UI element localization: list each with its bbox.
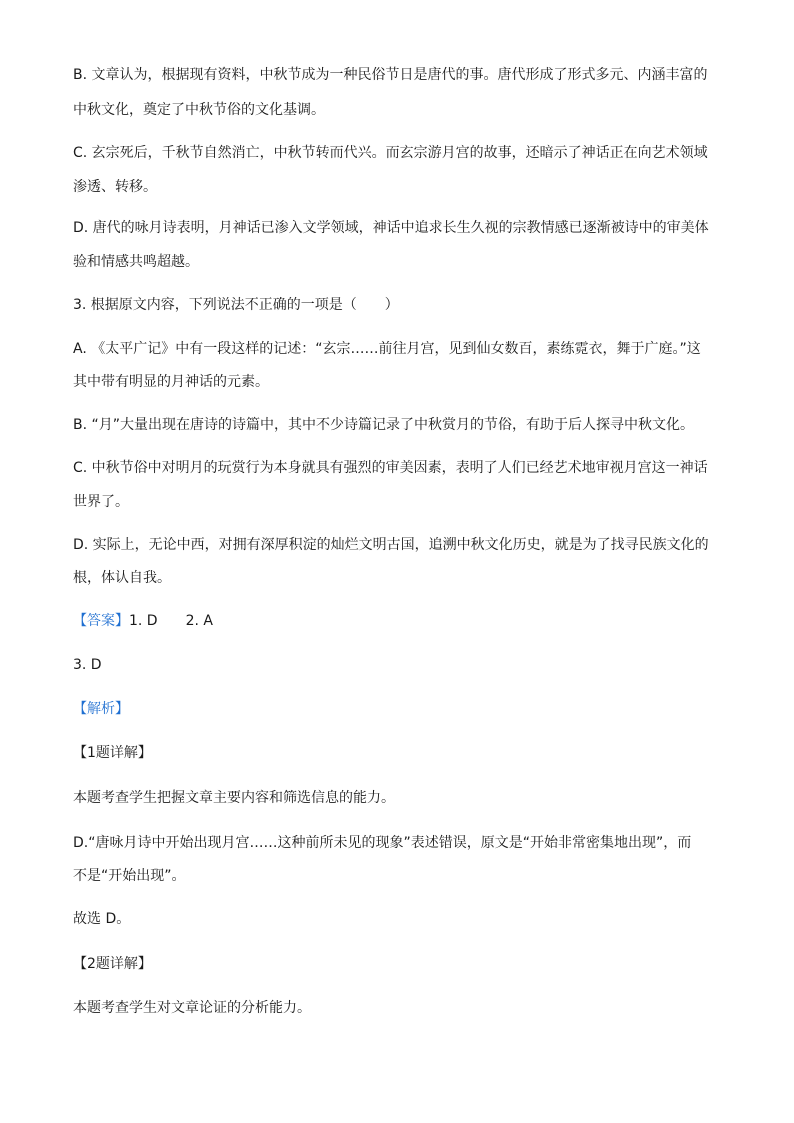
q1-detail-conclusion: 故选 D。 — [73, 911, 131, 927]
analysis-tag: 【解析】 — [73, 701, 129, 717]
answer-line-2: 3. D — [73, 657, 102, 673]
answer-values: 1. D 2. A — [129, 613, 213, 629]
q1-detail-intro: 本题考查学生把握文章主要内容和筛选信息的能力。 — [73, 790, 395, 806]
q1-detail-heading: 【1题详解】 — [73, 745, 152, 761]
q3-option-b-line-1: B. “月”大量出现在唐诗的诗篇中，其中不少诗篇记录了中秋赏月的节俗，有助于后人探寻中秋文化。 — [73, 417, 695, 433]
q1-detail-body-line-2: 不是“开始出现”。 — [73, 868, 186, 884]
answer-tag: 【答案】 — [73, 613, 129, 629]
q2-option-b-line-1: B. 文章认为，根据现有资料，中秋节成为一种民俗节日是唐代的事。唐代形成了形式多元、内涵丰富的 — [73, 67, 708, 83]
q3-option-d-line-2: 根，体认自我。 — [73, 570, 171, 586]
q2-option-c-line-2: 渗透、转移。 — [73, 179, 157, 195]
q3-option-d-line-1: D. 实际上，无论中西，对拥有深厚积淀的灿烂文明古国，追溯中秋文化历史，就是为了找寻民族文化的 — [73, 537, 709, 553]
q2-option-c-line-1: C. 玄宗死后，千秋节自然消亡，中秋节转而代兴。而玄宗游月宫的故事，还暗示了神话正在向艺术领域 — [73, 145, 708, 161]
q2-detail-intro: 本题考查学生对文章论证的分析能力。 — [73, 1000, 311, 1016]
q2-option-b-line-2: 中秋文化，奠定了中秋节俗的文化基调。 — [73, 102, 325, 118]
q2-option-d-line-2: 验和情感共鸣超越。 — [73, 254, 199, 270]
q3-option-a-line-2: 其中带有明显的月神话的元素。 — [73, 374, 269, 390]
q2-option-d-line-1: D. 唐代的咏月诗表明，月神话已渗入文学领域，神话中追求长生久视的宗教情感已逐渐被诗中的审美体 — [73, 220, 709, 236]
q3-stem: 3. 根据原文内容，下列说法不正确的一项是（ ） — [73, 297, 399, 313]
answer-line — [73, 612, 723, 630]
q3-option-c-line-1: C. 中秋节俗中对明月的玩赏行为本身就具有强烈的审美因素，表明了人们已经艺术地审视月宫这一神话 — [73, 460, 708, 476]
q3-option-a-line-1: A. 《太平广记》中有一段这样的记述：“玄宗……前往月宫，见到仙女数百，素练霓衣，舞于广庭。”这 — [73, 341, 701, 357]
q2-detail-heading: 【2题详解】 — [73, 956, 152, 972]
q3-option-c-line-2: 世界了。 — [73, 494, 129, 510]
q1-detail-body-line-1: D.“唐咏月诗中开始出现月宫……这种前所未见的现象”表述错误，原文是“开始非常密集地出现”，而 — [73, 835, 692, 851]
